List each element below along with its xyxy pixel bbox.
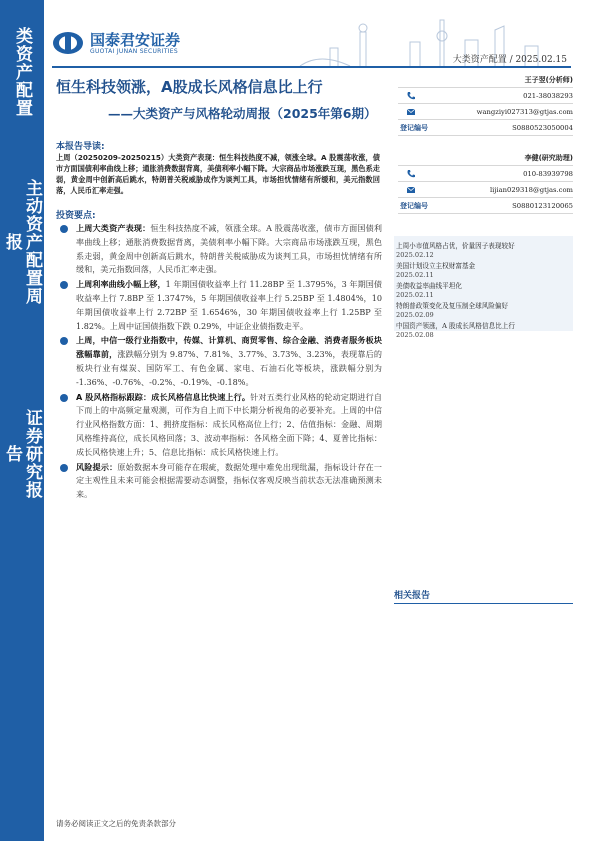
analyst-card bbox=[398, 72, 573, 136]
header-tag: 大类资产配置 / 2025.02.15 bbox=[452, 55, 567, 65]
point-head: 上周大类资产表现： bbox=[76, 223, 151, 233]
analyst-cert-row bbox=[398, 120, 573, 136]
logo-text-en: GUOTAI JUNAN SECURITIES bbox=[90, 47, 178, 55]
email-icon bbox=[406, 185, 416, 195]
list-item bbox=[56, 391, 382, 460]
related-report-date: 2025.02.09 bbox=[396, 311, 434, 319]
related-report-title[interactable]: 特朗普政策变化及复压制全球风险偏好 bbox=[396, 302, 509, 310]
analyst-cert: S0880123120065 bbox=[512, 201, 573, 210]
list-item bbox=[56, 278, 382, 333]
phone-icon bbox=[406, 169, 416, 179]
analyst-phone: 021-38038293 bbox=[523, 91, 573, 100]
list-item bbox=[56, 222, 382, 277]
related-report-title[interactable]: 美债收益率曲线平坦化 bbox=[396, 282, 462, 290]
related-heading: 相关报告 bbox=[394, 591, 431, 601]
point-body: 涨跌幅分别为 9.87%、7.81%、3.77%、3.73%、3.23%，表现靠后的板块行业有煤炭、国防军工、有色金属、家电、石油石化等板块，涨跌幅分别为 -1.36%、-0.76%、-0.2%、-0.19%、-0.18%。 bbox=[76, 349, 382, 387]
points-heading: 投资要点: bbox=[56, 211, 96, 221]
list-item bbox=[56, 334, 382, 389]
analyst-email-row bbox=[398, 104, 573, 120]
summary-text: 上周（20250209-20250215）大类资产表现：恒生科技热度不减，领涨全球。A 股震荡收涨，债市方面国债利率曲线上移；通胀消费数据背离，美债利率小幅下降。大宗商品市场涨跌互现，黑色系走弱，黄金周中创新高后跳水，特朗普关税威胁成作为谈判工具，市场担忧情绪有所缓和，美元指数回落，人民币汇率走强。 bbox=[56, 153, 380, 195]
related-report-title[interactable]: 美国计划设立主权财富基金 bbox=[396, 262, 476, 270]
point-body: 1 年期国债收益率上行 11.28BP 至 1.3795%，3 年期国债收益率上行 7.8BP 至 1.3747%，5 年期国债收益率上行 5.25BP 至 1.4804%，10 年期国债收益率上行 2.72BP 至 1.6546%，30 年期国债收益率上行 1.25BP 至 1.82%。上周中证国债指数下跌 0.29%，中证企业债指数走平。 bbox=[76, 279, 382, 331]
related-report-title[interactable]: 中国资产领涨，A 股成长风格信息比上行 bbox=[396, 322, 515, 330]
related-report-date: 2025.02.11 bbox=[396, 291, 434, 299]
analyst-name-row bbox=[398, 72, 573, 88]
logo-icon bbox=[52, 31, 84, 55]
email-icon bbox=[406, 107, 416, 117]
side-tab-report-type: 主动资产配置周报 bbox=[2, 179, 42, 305]
side-tab-doc-type: 证券研究报告 bbox=[2, 409, 42, 499]
list-item bbox=[56, 461, 382, 502]
footer-disclaimer: 请务必阅读正文之后的免责条款部分 bbox=[56, 819, 176, 828]
related-report-date: 2025.02.08 bbox=[396, 331, 434, 339]
logo-text-cn: 国泰君安证券 bbox=[90, 30, 181, 49]
report-title: 恒生科技领涨，A股成长风格信息比上行 bbox=[56, 78, 323, 96]
point-body: 针对五类行业风格的轮动定期进行自下而上的中高频定量观测，可作为自上而下中长期分析视角的必要补充。上周的中信行业风格指数方面：1、拥挤度指标：成长风格高位上行；2、估值指标：金融、周期风格维持高位，成长风格回落；3、波动率指标：各风格全面下降；4、夏普比指标：成长风格快速上升；5、信息比指标：成长风格快速上行。 bbox=[76, 391, 382, 457]
analyst-email[interactable]: wangziyi027313@gtjas.com bbox=[476, 107, 573, 116]
related-reports-panel bbox=[394, 236, 573, 339]
investment-points bbox=[56, 222, 382, 503]
bullet-icon bbox=[60, 225, 68, 233]
point-head: 上周利率曲线小幅上移， bbox=[76, 279, 166, 290]
bullet-icon bbox=[60, 394, 68, 402]
brand-logo bbox=[52, 28, 180, 58]
bullet-icon bbox=[60, 337, 68, 345]
cert-label: 登记编号 bbox=[400, 123, 428, 132]
point-head: 上周，中信一级行业指数中，传媒、计算机、商贸零售、综合金融、消费者服务板块涨幅靠前， bbox=[76, 335, 382, 360]
analyst-cert: S0880523050004 bbox=[512, 123, 573, 132]
analyst-cert-row bbox=[398, 198, 573, 214]
summary-heading: 本报告导读: bbox=[56, 142, 105, 152]
bullet-icon bbox=[60, 464, 68, 472]
phone-icon bbox=[406, 91, 416, 101]
analyst-phone: 010-83939798 bbox=[523, 169, 573, 178]
related-divider bbox=[394, 603, 573, 604]
analyst-phone-row bbox=[398, 166, 573, 182]
side-tab-category: 类资产配置 bbox=[0, 22, 44, 122]
bullet-icon bbox=[60, 281, 68, 289]
analyst-email-row bbox=[398, 182, 573, 198]
analyst-email[interactable]: lijian029318@gtjas.com bbox=[489, 185, 573, 194]
report-subtitle: ——大类资产与风格轮动周报（2025年第6期） bbox=[108, 106, 377, 121]
point-head: A 股风格指标跟踪：成长风格信息比快速上行。 bbox=[76, 391, 251, 402]
point-head: 风险提示： bbox=[76, 461, 118, 472]
analyst-card bbox=[398, 150, 573, 214]
related-report-date: 2025.02.11 bbox=[396, 271, 434, 279]
point-body: 原始数据本身可能存在瑕疵，数据处理中难免出现纰漏，指标设计存在一定主观性且未来可能会根据需要动态调整，指标仅客观反映当前状态无法准确预测未来。 bbox=[76, 461, 382, 500]
header-divider bbox=[52, 66, 571, 68]
analyst-phone-row bbox=[398, 88, 573, 104]
cert-label: 登记编号 bbox=[400, 201, 428, 210]
analyst-name: 李健(研究助理) bbox=[524, 153, 573, 162]
related-report-date: 2025.02.12 bbox=[396, 251, 434, 259]
related-report-title[interactable]: 上周小市值风格占优，价量因子表现较好 bbox=[396, 242, 515, 250]
analyst-name: 王子翌(分析师) bbox=[524, 75, 573, 84]
point-body: 恒生科技热度不减，领涨全球。A 股震荡收涨，债市方面国债利率曲线上移；通胀消费数据背离，美债利率小幅下降。大宗商品市场涨跌互现，黑色系走弱，黄金周中创新高后跳水，特朗普关税威胁成为谈判工具，市场担忧情绪有所缓和，美元指数回落，人民币汇率走强。 bbox=[76, 223, 382, 275]
analyst-name-row bbox=[398, 150, 573, 166]
